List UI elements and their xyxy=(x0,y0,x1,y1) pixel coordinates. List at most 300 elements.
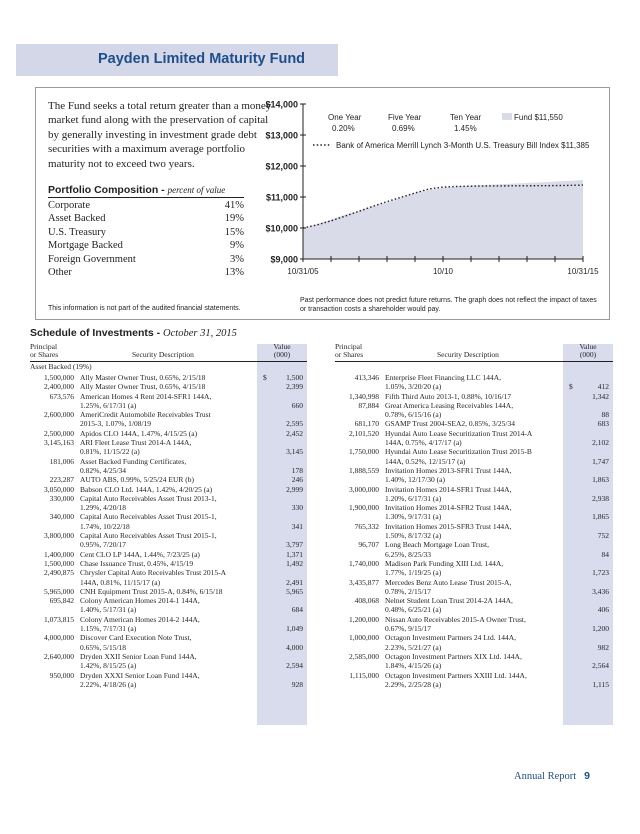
holding-description: Capital Auto Receivables Asset Trust 2015-1, xyxy=(80,512,217,522)
holding-principal: 1,900,000 xyxy=(349,503,379,513)
holding-value xyxy=(271,596,303,605)
holding-row xyxy=(335,466,609,475)
holding-principal: 3,435,877 xyxy=(349,577,379,587)
holding-description: 1.20%, 6/17/31 (a) xyxy=(385,493,442,503)
holding-description: 1.77%, 1/19/25 (a) xyxy=(385,568,442,578)
holding-description: Dryden XXXI Senior Loan Fund 144A, xyxy=(80,670,200,680)
currency-symbol xyxy=(259,429,271,438)
currency-symbol xyxy=(259,615,271,624)
composition-row xyxy=(48,266,244,279)
currency-symbol xyxy=(259,466,271,475)
holding-value xyxy=(577,578,609,587)
holding-row xyxy=(335,615,609,624)
holding-description: AmeriCredit Automobile Receivables Trust xyxy=(80,410,211,420)
holding-principal xyxy=(30,447,74,456)
currency-symbol xyxy=(565,559,577,568)
currency-symbol xyxy=(259,392,271,401)
holding-value: 3,145 xyxy=(286,447,303,457)
holding-value: 3,436 xyxy=(592,586,609,596)
holding-value: 684 xyxy=(291,605,303,615)
holding-row xyxy=(30,540,303,549)
holding-principal xyxy=(30,522,74,531)
holding-principal xyxy=(30,401,74,410)
composition-label: U.S. Treasury xyxy=(48,226,107,238)
holding-description: 1.40%, 5/17/31 (a) xyxy=(80,605,137,615)
composition-row xyxy=(48,226,244,239)
y-tick-label: $9,000 xyxy=(270,254,298,265)
holding-description: Hyundai Auto Lease Securitization Trust 2014-A xyxy=(385,428,533,438)
holding-principal: 1,115,000 xyxy=(349,670,379,680)
holding-value xyxy=(577,373,609,382)
currency-symbol xyxy=(259,410,271,419)
portfolio-composition-title xyxy=(48,184,225,196)
holding-principal: 1,073,815 xyxy=(44,614,74,624)
currency-symbol xyxy=(259,457,271,466)
holding-row xyxy=(30,550,303,559)
x-tick-label: 10/31/15 xyxy=(567,267,599,276)
holding-principal: 765,332 xyxy=(354,521,379,531)
holding-principal xyxy=(30,643,74,652)
holding-principal xyxy=(30,503,74,512)
holding-value: 3,797 xyxy=(286,540,303,550)
currency-symbol xyxy=(259,652,271,661)
holding-value xyxy=(577,615,609,624)
holding-value xyxy=(271,512,303,521)
principal-label: Principal xyxy=(30,342,58,351)
holding-row xyxy=(30,392,303,401)
holding-description: 2.22%, 4/18/26 (a) xyxy=(80,679,137,689)
currency-symbol xyxy=(259,382,271,391)
currency-symbol xyxy=(565,485,577,494)
holding-principal: 5,965,000 xyxy=(44,586,74,596)
holding-principal xyxy=(30,680,74,689)
holding-row xyxy=(335,587,609,596)
holding-value: 1,115 xyxy=(592,679,609,689)
composition-row xyxy=(48,253,244,266)
holding-row xyxy=(335,680,609,689)
holding-value: 5,965 xyxy=(286,586,303,596)
holding-row xyxy=(30,410,303,419)
currency-symbol xyxy=(259,419,271,428)
value-header-left xyxy=(257,343,307,360)
holding-value: 406 xyxy=(597,605,609,615)
holding-principal: 96,707 xyxy=(358,540,379,550)
holding-description: Ally Master Owner Trust, 0.65%, 4/15/18 xyxy=(80,382,206,392)
currency-symbol xyxy=(565,671,577,680)
currency-symbol xyxy=(565,410,577,419)
holding-value xyxy=(577,540,609,549)
holding-row xyxy=(30,512,303,521)
holding-principal: 1,888,559 xyxy=(349,465,379,475)
holding-description: 0.78%, 2/15/17 xyxy=(385,586,432,596)
holding-row xyxy=(30,661,303,670)
principal-header-right xyxy=(335,343,363,360)
y-tick-label: $10,000 xyxy=(265,223,298,234)
holding-description: 1.05%, 3/20/20 (a) xyxy=(385,382,442,392)
currency-symbol xyxy=(259,568,271,577)
holding-value: 928 xyxy=(291,679,303,689)
principal-header-left xyxy=(30,343,58,360)
currency-symbol xyxy=(565,568,577,577)
holding-row xyxy=(335,671,609,680)
holding-row xyxy=(335,447,609,456)
holding-description: 1.74%, 10/22/18 xyxy=(80,521,130,531)
holding-description: Ally Master Owner Trust, 0.65%, 2/15/18 xyxy=(80,373,206,382)
currency-symbol xyxy=(259,550,271,559)
currency-symbol xyxy=(259,587,271,596)
currency-symbol xyxy=(565,680,577,689)
holding-row xyxy=(335,475,609,484)
holding-description: 6.25%, 8/25/33 xyxy=(385,549,432,559)
holding-description: Capital Auto Receivables Asset Trust 2013-1, xyxy=(80,493,217,503)
currency-symbol xyxy=(565,419,577,428)
currency-symbol xyxy=(565,503,577,512)
y-tick-label: $12,000 xyxy=(265,161,298,172)
holding-description: 0.95%, 7/20/17 xyxy=(80,540,127,550)
currency-symbol xyxy=(259,494,271,503)
holding-principal: 3,050,000 xyxy=(44,484,74,494)
currency-symbol xyxy=(259,522,271,531)
holding-description: Octagon Investment Partners XXIII Ltd. 144A, xyxy=(385,670,527,680)
currency-symbol xyxy=(565,429,577,438)
holding-principal: 3,800,000 xyxy=(44,531,74,541)
holding-value xyxy=(271,494,303,503)
header-rule-right xyxy=(335,361,613,362)
currency-symbol xyxy=(259,512,271,521)
holding-value: 1,371 xyxy=(286,549,303,559)
holding-principal: 673,576 xyxy=(49,391,74,401)
holding-value: 84 xyxy=(601,549,609,559)
holding-row xyxy=(30,503,303,512)
currency-symbol xyxy=(565,578,577,587)
section-label-asset-backed: Asset Backed (19%) xyxy=(30,362,92,371)
holding-row xyxy=(335,419,609,428)
holding-description: 144A, 0.81%, 11/15/17 (a) xyxy=(80,577,161,587)
holding-principal: 1,340,998 xyxy=(349,391,379,401)
holding-row xyxy=(30,494,303,503)
holding-value: 2,938 xyxy=(592,493,609,503)
holding-value: 178 xyxy=(291,465,303,475)
holding-description: 0.48%, 6/25/21 (a) xyxy=(385,605,442,615)
holding-value: 2,102 xyxy=(592,438,609,448)
holding-row xyxy=(30,643,303,652)
holding-row xyxy=(30,624,303,633)
currency-symbol xyxy=(259,401,271,410)
holding-row xyxy=(30,605,303,614)
composition-label: Mortgage Backed xyxy=(48,240,123,252)
currency-symbol xyxy=(259,559,271,568)
holding-principal xyxy=(335,410,379,419)
holding-row xyxy=(335,550,609,559)
holding-value: 246 xyxy=(291,475,303,485)
holding-value xyxy=(271,652,303,661)
holding-description: Hyundai Auto Lease Securitization Trust 2015-B xyxy=(385,447,532,457)
currency-symbol xyxy=(259,503,271,512)
holding-principal: 2,101,520 xyxy=(349,428,379,438)
holding-principal xyxy=(30,419,74,428)
holding-description: Apidos CLO 144A, 1.47%, 4/15/25 (a) xyxy=(80,428,198,438)
holding-principal: 2,490,875 xyxy=(44,568,74,578)
holding-value xyxy=(271,410,303,419)
holding-principal xyxy=(335,587,379,596)
holding-description: 1.84%, 4/15/26 (a) xyxy=(385,661,442,671)
holding-principal: 1,500,000 xyxy=(44,558,74,568)
holding-description: Dryden XXII Senior Loan Fund 144A, xyxy=(80,651,197,661)
currency-symbol xyxy=(565,522,577,531)
holding-value: 4,000 xyxy=(286,642,303,652)
holding-row xyxy=(335,457,609,466)
holding-description: Mercedes Benz Auto Lease Trust 2015-A, xyxy=(385,577,512,587)
composition-label: Asset Backed xyxy=(48,213,106,225)
currency-symbol xyxy=(565,596,577,605)
value-label: Value xyxy=(273,342,291,351)
holding-row xyxy=(30,373,303,382)
holding-value xyxy=(577,652,609,661)
holding-description: Invitation Homes 2014-SFR2 Trust 144A, xyxy=(385,503,512,513)
holding-row xyxy=(335,633,609,642)
holding-description: Asset Backed Funding Certificates, xyxy=(80,456,187,466)
holding-description: 2.23%, 5/21/27 (a) xyxy=(385,642,442,652)
currency-symbol xyxy=(259,633,271,642)
holding-value xyxy=(577,466,609,475)
holding-description: Invitation Homes 2015-SFR3 Trust 144A, xyxy=(385,521,512,531)
holding-value xyxy=(577,633,609,642)
composition-divider xyxy=(48,197,244,198)
holding-value: 752 xyxy=(597,531,609,541)
holding-value xyxy=(577,522,609,531)
currency-symbol xyxy=(565,540,577,549)
composition-value: 9% xyxy=(230,240,244,252)
holding-row xyxy=(30,587,303,596)
holding-value: 88 xyxy=(601,410,609,420)
holding-row xyxy=(30,429,303,438)
holding-value: 2,564 xyxy=(592,661,609,671)
holding-principal xyxy=(335,512,379,521)
holding-description: Fifth Third Auto 2013-1, 0.88%, 10/16/17 xyxy=(385,391,512,401)
currency-symbol xyxy=(565,438,577,447)
holding-row xyxy=(30,382,303,391)
holding-description: 144A, 0.75%, 4/17/17 (a) xyxy=(385,438,462,448)
currency-symbol xyxy=(259,438,271,447)
portfolio-composition-table xyxy=(48,199,244,279)
currency-symbol xyxy=(565,401,577,410)
currency-symbol: $ xyxy=(569,382,573,392)
holding-principal: 181,006 xyxy=(49,456,74,466)
holding-description: 1.25%, 6/17/31 (a) xyxy=(80,400,137,410)
holding-value xyxy=(577,447,609,456)
holding-value xyxy=(577,429,609,438)
holding-row xyxy=(335,568,609,577)
currency-symbol xyxy=(259,624,271,633)
holding-principal: 2,640,000 xyxy=(44,651,74,661)
currency-symbol xyxy=(259,540,271,549)
holding-value xyxy=(271,568,303,577)
holding-value: 660 xyxy=(291,400,303,410)
description-header-left: Security Description xyxy=(132,350,194,360)
y-tick-label: $13,000 xyxy=(265,130,298,141)
currency-symbol xyxy=(565,494,577,503)
holding-description: Invitation Homes 2013-SFR1 Trust 144A, xyxy=(385,465,512,475)
schedule-date: October 31, 2015 xyxy=(163,328,237,339)
currency-symbol xyxy=(565,475,577,484)
schedule-title xyxy=(30,327,237,339)
holding-value: 2,399 xyxy=(286,382,303,392)
holding-row xyxy=(335,429,609,438)
currency-symbol xyxy=(259,671,271,680)
currency-symbol xyxy=(565,531,577,540)
principal-label: Principal xyxy=(335,342,363,351)
holding-row xyxy=(335,485,609,494)
holding-row xyxy=(335,605,609,614)
holding-value xyxy=(577,559,609,568)
holding-description: American Homes 4 Rent 2014-SFR1 144A, xyxy=(80,391,212,401)
holding-description: Nissan Auto Receivables 2015-A Owner Trust, xyxy=(385,614,526,624)
holding-description: Chrysler Capital Auto Receivables Trust 2015-A xyxy=(80,568,227,578)
holding-value: 2,595 xyxy=(286,419,303,429)
holding-value: 330 xyxy=(291,503,303,513)
holding-description: Enterprise Fleet Financing LLC 144A, xyxy=(385,373,502,382)
holding-description: 144A, 0.52%, 12/15/17 (a) xyxy=(385,456,466,466)
holding-principal xyxy=(335,661,379,670)
holding-row xyxy=(335,661,609,670)
holding-row xyxy=(335,410,609,419)
holding-description: 2.29%, 2/25/28 (a) xyxy=(385,679,442,689)
holding-value xyxy=(271,457,303,466)
holding-value: 2,594 xyxy=(286,661,303,671)
currency-symbol xyxy=(565,512,577,521)
holding-value: 982 xyxy=(597,642,609,652)
holding-description: 0.65%, 5/15/18 xyxy=(80,642,127,652)
holding-row xyxy=(335,373,609,382)
holding-row xyxy=(30,419,303,428)
holding-principal: 408,068 xyxy=(354,596,379,606)
holding-row xyxy=(30,466,303,475)
holding-value: 2,999 xyxy=(286,484,303,494)
holding-value: 2,491 xyxy=(286,577,303,587)
currency-symbol xyxy=(259,578,271,587)
holding-principal: 413,346 xyxy=(354,373,379,382)
holding-description: GSAMP Trust 2004-SEA2, 0.85%, 3/25/34 xyxy=(385,419,515,429)
holding-principal: 1,750,000 xyxy=(349,447,379,457)
holding-row xyxy=(335,652,609,661)
y-tick-label: $14,000 xyxy=(265,99,298,110)
currency-symbol xyxy=(259,643,271,652)
holding-value xyxy=(577,671,609,680)
holding-row xyxy=(335,512,609,521)
holding-description: Colony American Homes 2014-1 144A, xyxy=(80,596,200,606)
return-period-label: Five Year xyxy=(388,113,422,122)
holding-row xyxy=(30,475,303,484)
holding-value: 1,865 xyxy=(592,512,609,522)
holding-value xyxy=(577,401,609,410)
holding-value xyxy=(271,531,303,540)
holding-principal xyxy=(335,531,379,540)
holding-principal xyxy=(335,438,379,447)
currency-symbol xyxy=(565,652,577,661)
holding-principal xyxy=(30,540,74,549)
value-unit-label: (000) xyxy=(579,350,597,360)
holding-principal: 223,287 xyxy=(49,475,74,485)
holding-principal xyxy=(30,661,74,670)
holding-principal: 695,842 xyxy=(49,596,74,606)
holding-description: Capital Auto Receivables Asset Trust 2015-1, xyxy=(80,531,217,541)
holding-principal: 1,200,000 xyxy=(349,614,379,624)
currency-symbol xyxy=(565,457,577,466)
holding-description: Nelnet Student Loan Trust 2014-2A 144A, xyxy=(385,596,513,606)
holding-principal: 3,000,000 xyxy=(349,484,379,494)
composition-value: 15% xyxy=(224,226,244,238)
fund-area-series xyxy=(303,180,583,259)
holding-value xyxy=(271,633,303,642)
currency-symbol xyxy=(259,531,271,540)
holding-description: Madison Park Funding XIII Ltd. 144A, xyxy=(385,558,504,568)
composition-label: Other xyxy=(48,267,72,279)
holding-description: Octagon Investment Partners 24 Ltd. 144A, xyxy=(385,633,517,643)
unaudited-note: This information is not part of the audited financial statements. xyxy=(48,305,241,312)
holding-value: 1,723 xyxy=(592,568,609,578)
holding-description: Colony American Homes 2014-2 144A, xyxy=(80,614,200,624)
holding-description: 0.81%, 11/15/22 (a) xyxy=(80,447,140,457)
holding-row xyxy=(335,578,609,587)
holding-row xyxy=(30,615,303,624)
holding-row xyxy=(30,671,303,680)
schedule-heading: Schedule of Investments - xyxy=(30,327,164,339)
holding-row xyxy=(30,633,303,642)
holding-principal xyxy=(335,382,379,391)
holding-description: Cent CLO LP 144A, 1.44%, 7/23/25 (a) xyxy=(80,549,200,559)
holding-principal xyxy=(335,475,379,484)
holding-row xyxy=(335,643,609,652)
return-value: 0.69% xyxy=(392,124,415,133)
performance-disclaimer: Past performance does not predict future returns. The graph does not reflect the impact of taxes or transaction costs a shareholder would pay. xyxy=(300,297,597,313)
holding-value: 1,863 xyxy=(592,475,609,485)
holding-principal: 4,000,000 xyxy=(44,633,74,643)
composition-value: 41% xyxy=(224,200,244,211)
currency-symbol xyxy=(565,392,577,401)
portfolio-composition-heading: Portfolio Composition - xyxy=(48,184,168,196)
holding-value xyxy=(271,615,303,624)
holding-value xyxy=(577,485,609,494)
holding-value: 2,452 xyxy=(286,428,303,438)
holding-value: 683 xyxy=(597,419,609,429)
holding-principal: 330,000 xyxy=(49,493,74,503)
holding-description: 1.40%, 12/17/30 (a) xyxy=(385,475,445,485)
holding-row xyxy=(335,401,609,410)
holding-value xyxy=(577,503,609,512)
holding-principal xyxy=(335,624,379,633)
holding-principal: 1,500,000 xyxy=(44,373,74,382)
currency-symbol xyxy=(565,643,577,652)
holding-row xyxy=(335,540,609,549)
currency-symbol xyxy=(565,466,577,475)
composition-value: 13% xyxy=(224,267,244,279)
holding-principal xyxy=(335,605,379,614)
holding-principal: 2,600,000 xyxy=(44,410,74,420)
holding-value: 412 xyxy=(597,382,609,392)
holding-row xyxy=(335,559,609,568)
holding-description: Octagon Investment Partners XIX Ltd. 144A, xyxy=(385,651,522,661)
shares-label: or Shares xyxy=(30,350,59,360)
benchmark-legend-label: Bank of America Merrill Lynch 3-Month U.S. Treasury Bill Index $11,385 xyxy=(336,141,590,150)
holding-description: 0.67%, 9/15/17 xyxy=(385,624,432,634)
description-header-right: Security Description xyxy=(437,350,499,360)
holding-principal xyxy=(335,568,379,577)
holding-row xyxy=(30,522,303,531)
value-label: Value xyxy=(579,342,597,351)
currency-symbol xyxy=(259,596,271,605)
currency-symbol xyxy=(565,587,577,596)
holding-value xyxy=(271,438,303,447)
